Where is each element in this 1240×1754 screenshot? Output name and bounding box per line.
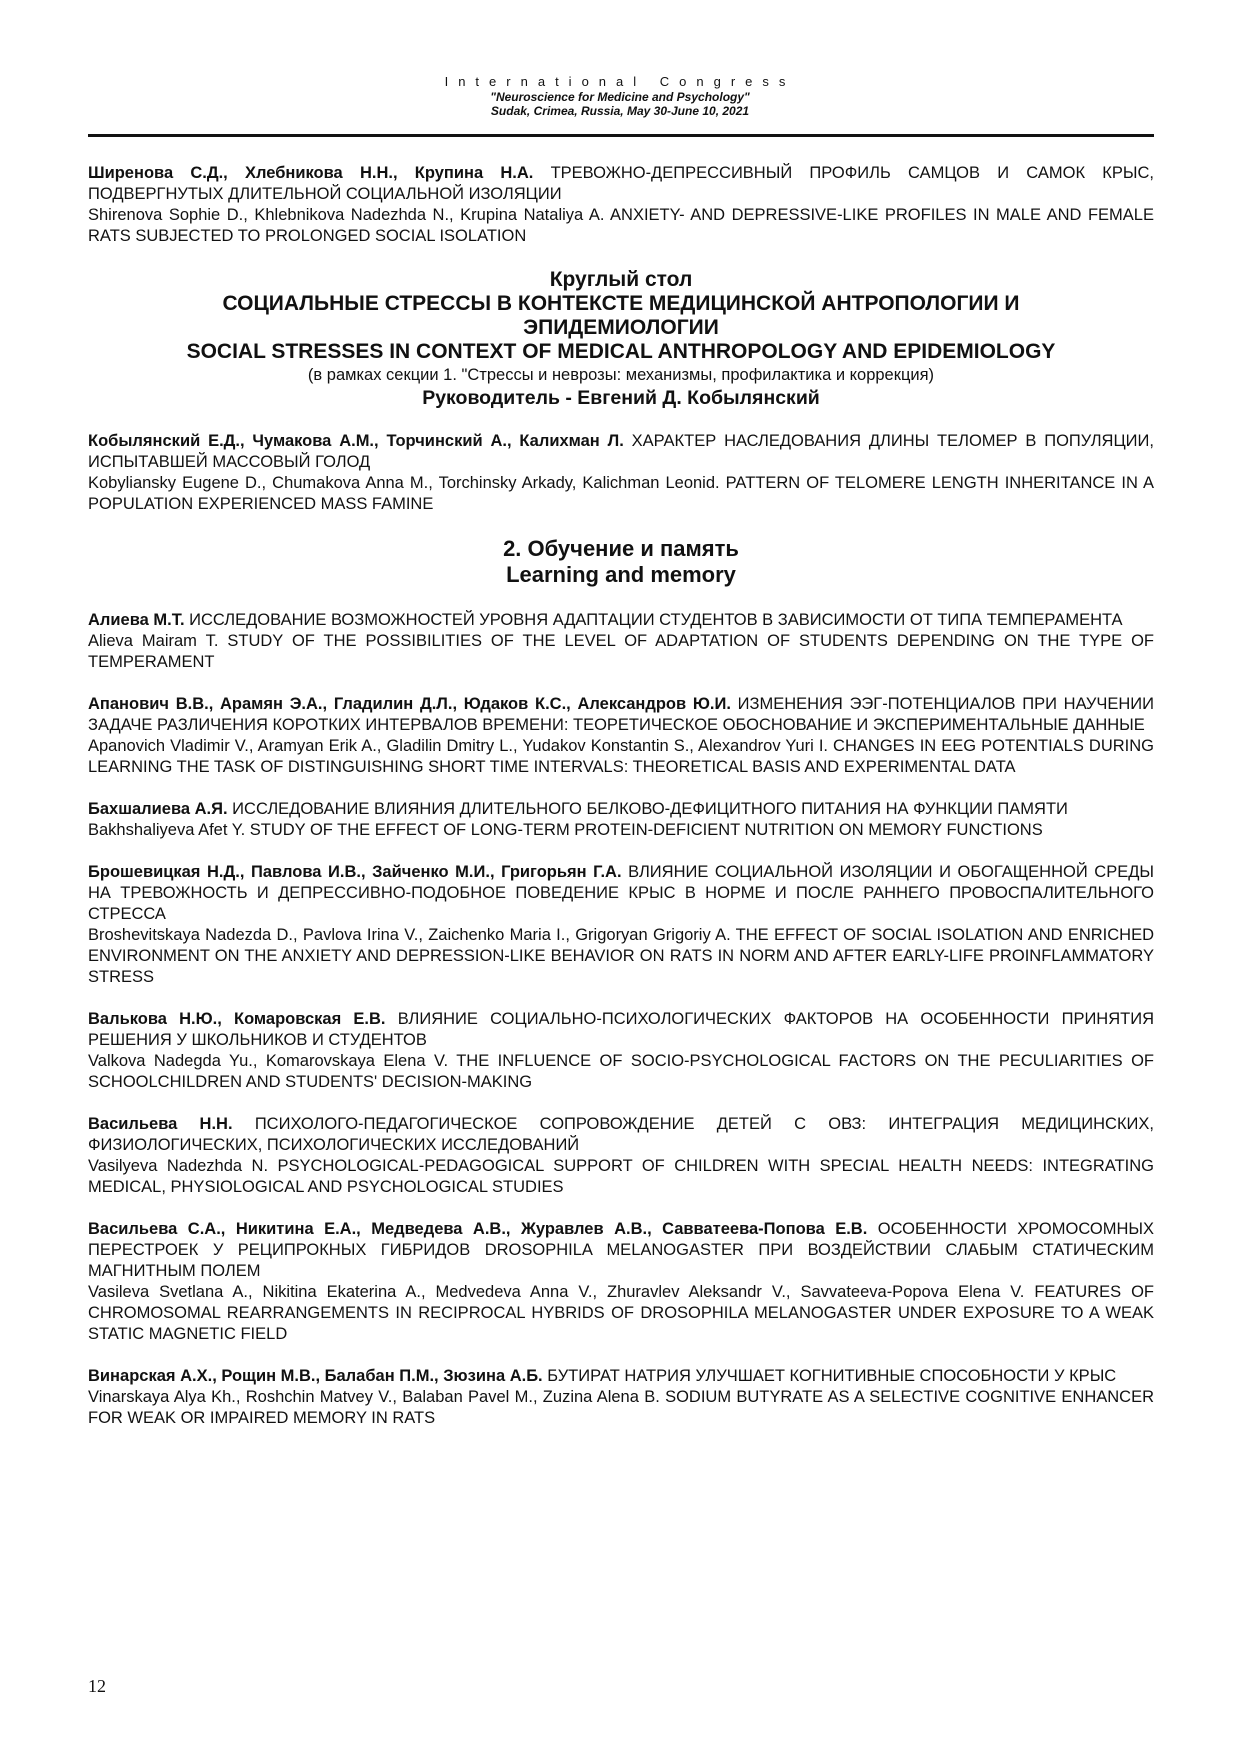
section-title-en: Learning and memory [506,562,736,587]
entry-english: Alieva Mairam T. STUDY OF THE POSSIBILITIES OF THE LEVEL OF ADAPTATION OF STUDENTS DEPENDING ON THE TYPE OF TEMPERAMENT [88,632,1154,671]
congress-location: Sudak, Crimea, Russia, May 30-June 10, 2021 [490,104,750,118]
entry-english: Bakhshaliyeva Afet Y. STUDY OF THE EFFECT OF LONG-TERM PROTEIN-DEFICIENT NUTRITION ON MEMORY FUNCTIONS [88,821,1043,839]
entry-english: Apanovich Vladimir V., Aramyan Erik A., Gladilin Dmitry L., Yudakov Konstantin S., Alexandrov Yuri I. CHANGES IN EEG POTENTIALS DURING LEARNING THE TASK OF DISTINGUISHING SHORT TIME INTERVALS: THEORETICAL BASIS AND EXPERIMENTAL DATA [88,737,1154,776]
entry-russian [88,1009,1154,1051]
entry-english: Vasileva Svetlana A., Nikitina Ekaterina A., Medvedeva Anna V., Zhuravlev Aleksandr V., Savvateeva-Popova Elena V. FEATURES OF CHROMOSOMAL REARRANGEMENTS IN RECIPROCAL HYBRIDS OF DROSOPHILA MELANOGASTER UNDER EXPOSURE TO A WEAK STATIC MAGNETIC FIELD [88,1283,1154,1343]
round-table-label: Круглый стол [549,268,693,291]
entry-authors: Алиева М.Т. [88,611,185,629]
abstract-entry [88,610,1154,673]
round-table-title-ru-1: СОЦИАЛЬНЫЕ СТРЕССЫ В КОНТЕКСТЕ МЕДИЦИНСКОЙ АНТРОПОЛОГИИ И [222,292,1020,315]
entry-russian [88,1114,1154,1156]
entry-english: Valkova Nadegda Yu., Komarovskaya Elena V. THE INFLUENCE OF SOCIO-PSYCHOLOGICAL FACTORS ON THE PECULIARITIES OF SCHOOLCHILDREN AND STUDENTS' DECISION-MAKING [88,1052,1154,1091]
abstract-entry [88,1009,1154,1093]
abstract-entry [88,163,1154,247]
entry-russian [88,610,1154,631]
entry-english: Vasilyeva Nadezhda N. PSYCHOLOGICAL-PEDAGOGICAL SUPPORT OF CHILDREN WITH SPECIAL HEALTH NEEDS: INTEGRATING MEDICAL, PHYSIOLOGICAL AND PSYCHOLOGICAL STUDIES [88,1157,1154,1196]
entry-russian [88,1219,1154,1282]
entry-english: Vinarskaya Alya Kh., Roshchin Matvey V., Balaban Pavel M., Zuzina Alena B. SODIUM BUTYRATE AS A SELECTIVE COGNITIVE ENHANCER FOR WEAK OR IMPAIRED MEMORY IN RATS [88,1388,1154,1427]
entry-russian [88,163,1154,205]
entry-title-ru: ИССЛЕДОВАНИЕ ВОЗМОЖНОСТЕЙ УРОВНЯ АДАПТАЦИИ СТУДЕНТОВ В ЗАВИСИМОСТИ ОТ ТИПА ТЕМПЕРАМЕНТА [189,611,1123,629]
entry-title-ru: ХАРАКТЕР НАСЛЕДОВАНИЯ ДЛИНЫ ТЕЛОМЕР В ПОПУЛЯЦИИ, ИСПЫТАВШЕЙ МАССОВЫЙ ГОЛОД [88,432,1154,471]
round-table-title-en: SOCIAL STRESSES IN CONTEXT OF MEDICAL ANTHROPOLOGY AND EPIDEMIOLOGY [186,340,1056,363]
entry-english: Broshevitskaya Nadezda D., Pavlova Irina V., Zaichenko Maria I., Grigoryan Grigoriy A. THE EFFECT OF SOCIAL ISOLATION AND ENRICHED ENVIRONMENT ON THE ANXIETY AND DEPRESSION-LIKE BEHAVIOR ON RATS IN NORM AND AFTER EARLY-LIFE PROINFLAMMATORY STRESS [88,926,1154,986]
entry-title-ru: ВЛИЯНИЕ СОЦИАЛЬНО-ПСИХОЛОГИЧЕСКИХ ФАКТОРОВ НА ОСОБЕННОСТИ ПРИНЯТИЯ РЕШЕНИЯ У ШКОЛЬНИКОВ И СТУДЕНТОВ [88,1010,1154,1049]
page-content [88,163,1154,1450]
round-table-heading [88,268,1154,411]
abstract-entry [88,862,1154,988]
entry-russian [88,799,1154,820]
abstract-entry [88,694,1154,778]
abstract-entry [88,1366,1154,1429]
congress-title: "Neuroscience for Medicine and Psychology" [490,90,750,104]
entry-authors: Апанович В.В., Арамян Э.А., Гладилин Д.Л., Юдаков К.С., Александров Ю.И. [88,695,731,713]
abstract-entry [88,799,1154,841]
entry-authors: Бахшалиева А.Я. [88,800,228,818]
entry-authors: Кобылянский Е.Д., Чумакова А.М., Торчинский А., Калихман Л. [88,432,624,450]
section-title-ru: 2. Обучение и память [503,536,739,561]
page-number: 12 [88,1676,106,1696]
entry-authors: Васильева С.А., Никитина Е.А., Медведева А.В., Журавлев А.В., Савватеева-Попова Е.В. [88,1220,868,1238]
entry-authors: Ширенова С.Д., Хлебникова Н.Н., Крупина Н.А. [88,164,534,182]
entry-english: Kobyliansky Eugene D., Chumakova Anna M., Torchinsky Arkady, Kalichman Leonid. PATTERN OF TELOMERE LENGTH INHERITANCE IN A POPULATION EXPERIENCED MASS FAMINE [88,474,1154,513]
entry-title-ru: ВЛИЯНИЕ СОЦИАЛЬНОЙ ИЗОЛЯЦИИ И ОБОГАЩЕННОЙ СРЕДЫ НА ТРЕВОЖНОСТЬ И ДЕПРЕССИВНО-ПОДОБНОЕ ПОВЕДЕНИЕ КРЫС В НОРМЕ И ПОСЛЕ РАННЕГО ПРОВОСПАЛИТЕЛЬНОГО СТРЕССА [88,863,1154,923]
entry-title-ru: ИЗМЕНЕНИЯ ЭЭГ-ПОТЕНЦИАЛОВ ПРИ НАУЧЕНИИ ЗАДАЧЕ РАЗЛИЧЕНИЯ КОРОТКИХ ИНТЕРВАЛОВ ВРЕМЕНИ: ТЕОРЕТИЧЕСКОЕ ОБОСНОВАНИЕ И ЭКСПЕРИМЕНТАЛЬНЫЕ ДАННЫЕ [88,695,1154,734]
congress-label: International Congress [444,74,796,89]
entry-title-ru: ПСИХОЛОГО-ПЕДАГОГИЧЕСКОЕ СОПРОВОЖДЕНИЕ ДЕТЕЙ С ОВЗ: ИНТЕГРАЦИЯ МЕДИЦИНСКИХ, ФИЗИОЛОГИЧЕСКИХ, ПСИХОЛОГИЧЕСКИХ ИССЛЕДОВАНИЙ [88,1115,1155,1154]
entry-title-ru: ТРЕВОЖНО-ДЕПРЕССИВНЫЙ ПРОФИЛЬ САМЦОВ И САМОК КРЫС, ПОДВЕРГНУТЫХ ДЛИТЕЛЬНОЙ СОЦИАЛЬНОЙ ИЗОЛЯЦИИ [88,164,1154,203]
entry-russian [88,1366,1154,1387]
section-heading [88,536,1154,588]
round-table-leader: Руководитель - Евгений Д. Кобылянский [422,387,820,409]
abstract-entry [88,1219,1154,1345]
entry-authors: Валькова Н.Ю., Комаровская Е.В. [88,1010,386,1028]
round-table-title-ru-2: ЭПИДЕМИОЛОГИИ [523,316,719,339]
entry-authors: Брошевицкая Н.Д., Павлова И.В., Зайченко М.И., Григорьян Г.А. [88,863,622,881]
abstract-entry [88,1114,1154,1198]
entry-authors: Винарская А.Х., Рощин М.В., Балабан П.М., Зюзина А.Б. [88,1367,543,1385]
entry-russian [88,862,1154,925]
header-rule [88,134,1154,137]
entry-russian [88,694,1154,736]
entry-title-ru: ИССЛЕДОВАНИЕ ВЛИЯНИЯ ДЛИТЕЛЬНОГО БЕЛКОВО-ДЕФИЦИТНОГО ПИТАНИЯ НА ФУНКЦИИ ПАМЯТИ [232,800,1068,818]
entry-authors: Васильева Н.Н. [88,1115,233,1133]
entry-title-ru: ОСОБЕННОСТИ ХРОМОСОМНЫХ ПЕРЕСТРОЕК У РЕЦИПРОКНЫХ ГИБРИДОВ DROSOPHILA MELANOGASTER ПРИ ВОЗДЕЙСТВИИ СЛАБЫМ СТАТИЧЕСКИМ МАГНИТНЫМ ПОЛЕМ [88,1220,1154,1280]
abstract-entry [88,431,1154,515]
running-header [0,74,1240,118]
entry-english: Shirenova Sophie D., Khlebnikova Nadezhda N., Krupina Nataliya A. ANXIETY- AND DEPRESSIVE-LIKE PROFILES IN MALE AND FEMALE RATS SUBJECTED TO PROLONGED SOCIAL ISOLATION [88,206,1154,245]
entry-title-ru: БУТИРАТ НАТРИЯ УЛУЧШАЕТ КОГНИТИВНЫЕ СПОСОБНОСТИ У КРЫС [547,1367,1117,1385]
entry-russian [88,431,1154,473]
round-table-note: (в рамках секции 1. "Стрессы и неврозы: механизмы, профилактика и коррекция) [307,366,935,384]
